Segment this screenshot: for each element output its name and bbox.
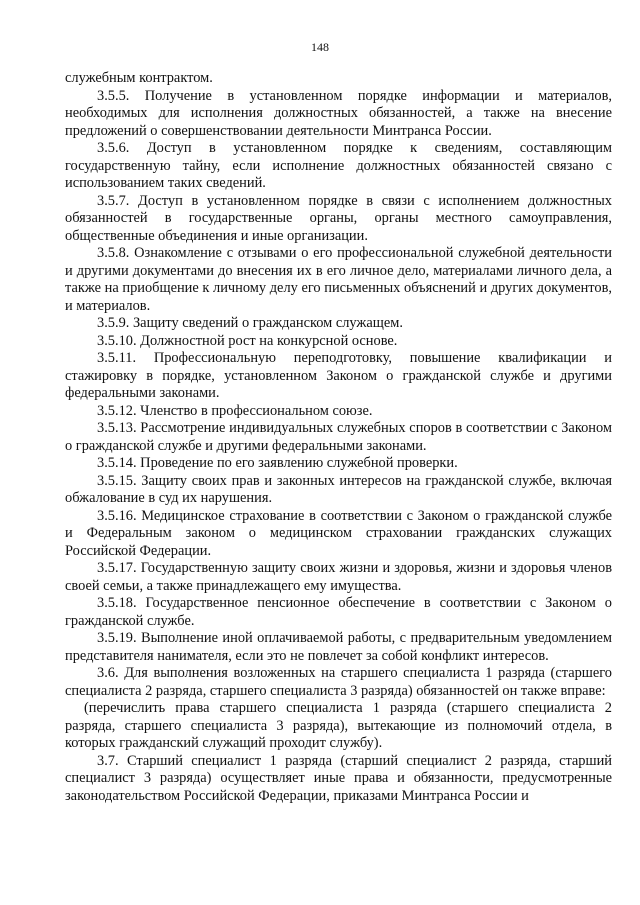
paragraph-3-5-5: 3.5.5. Получение в установленном порядке информации и материалов, необходимых для исполнения должностных обязанностей, а также на внесение предложений о совершенствовании деятельности Минтранса России. — [65, 87, 612, 139]
paragraph-continuation: служебным контрактом. — [65, 70, 213, 86]
page-number: 148 — [311, 40, 329, 54]
paragraph-3-5-12: 3.5.12. Членство в профессиональном союзе. — [97, 402, 373, 419]
paragraph-3-5-11: 3.5.11. Профессиональную переподготовку, повышение квалификации и стажировку в порядке, установленном Законом о гражданской службе и другими федеральными законами. — [65, 350, 612, 401]
paragraph-3-5-17: 3.5.17. Государственную защиту своих жизни и здоровья, жизни и здоровья членов своей семьи, а также принадлежащего ему имущества. — [65, 560, 612, 594]
paragraph-3-5-18: 3.5.18. Государственное пенсионное обеспечение в соответствии с Законом о гражданской службе. — [65, 595, 612, 629]
paragraph-3-5-15: 3.5.15. Защиту своих прав и законных интересов на гражданской службе, включая обжалование в суд их нарушения. — [65, 472, 612, 506]
paragraph-rights-placeholder: (перечислить права старшего специалиста 1 разряда (старшего специалиста 2 разряда, старшего специалиста 3 разряда), вытекающие из полномочий отдела, в которых гражданский служащий проходит службу). — [65, 700, 612, 751]
paragraph-3-5-10: 3.5.10. Должностной рост на конкурсной основе. — [97, 332, 398, 349]
paragraph-3-5-13: 3.5.13. Рассмотрение индивидуальных служебных споров в соответствии с Законом о гражданской службе и другими федеральными законами. — [65, 420, 612, 454]
paragraph-3-5-8: 3.5.8. Ознакомление с отзывами о его профессиональной служебной деятельности и другими документами до внесения их в его личное дело, материалами личного дела, а также на приобщение к личному делу его письменных объяснений и других документов, и материалов. — [65, 245, 612, 314]
paragraph-3-5-16: 3.5.16. Медицинское страхование в соответствии с Законом о гражданской службе и Федеральным законом о медицинском страховании гражданских служащих Российской Федерации. — [65, 507, 612, 559]
paragraph-3-5-19: 3.5.19. Выполнение иной оплачиваемой работы, с предварительным уведомлением представителя нанимателя, если это не повлечет за собой конфликт интересов. — [65, 630, 612, 664]
document-body — [65, 70, 612, 805]
paragraph-3-5-6: 3.5.6. Доступ в установленном порядке к сведениям, составляющим государственную тайну, если исполнение должностных обязанностей связано с использованием таких сведений. — [65, 140, 612, 191]
paragraph-3-5-14: 3.5.14. Проведение по его заявлению служебной проверки. — [97, 455, 458, 471]
paragraph-3-5-9: 3.5.9. Защиту сведений о гражданском служащем. — [97, 315, 403, 331]
paragraph-3-5-7: 3.5.7. Доступ в установленном порядке в связи с исполнением должностных обязанностей в государственные органы, органы местного самоуправления, общественные объединения и иные организации. — [65, 192, 612, 244]
paragraph-3-6: 3.6. Для выполнения возложенных на старшего специалиста 1 разряда (старшего специалиста 2 разряда, старшего специалиста 3 разряда) обязанностей он также вправе: — [65, 665, 612, 699]
paragraph-3-7: 3.7. Старший специалист 1 разряда (старший специалист 2 разряда, старший специалист 3 разряда) осуществляет иные права и обязанности, предусмотренные законодательством Российской Федерации, приказами Минтранса России и — [65, 752, 612, 804]
